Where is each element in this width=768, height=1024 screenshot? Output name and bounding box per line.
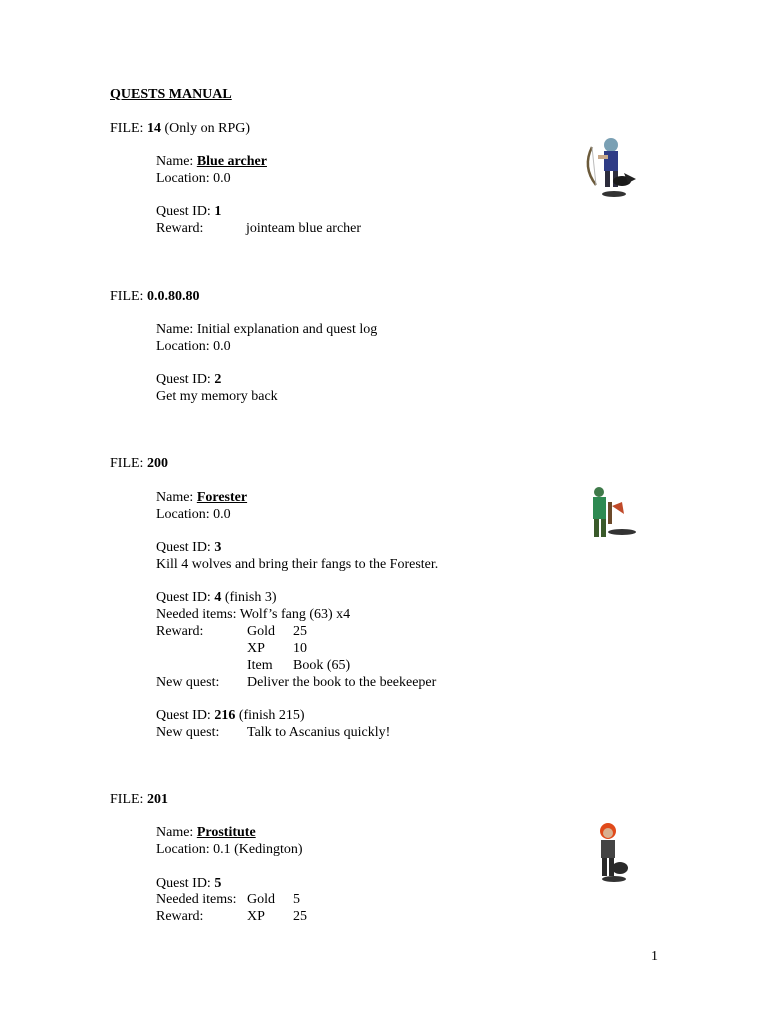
- name-label: Name:: [156, 490, 194, 505]
- file-value: 14: [146, 121, 161, 136]
- reward-key: Gold: [247, 624, 275, 639]
- reward-label: Reward:: [156, 221, 204, 236]
- name-value: Initial explanation and quest log: [196, 322, 378, 337]
- location-line: Location: 0.0: [156, 507, 231, 522]
- prostitute-sprite-icon: [592, 820, 638, 884]
- file-note: (Only on RPG): [164, 121, 251, 136]
- quest-id-line: [156, 540, 221, 556]
- file-0080-line: [110, 289, 199, 305]
- quest-id-value: 3: [214, 540, 222, 555]
- reward-value: Book (65): [293, 658, 351, 673]
- quest-id-label: Quest ID:: [156, 204, 211, 219]
- quest-description: Get my memory back: [156, 389, 278, 404]
- reward-value: 10: [293, 641, 307, 656]
- name-label: Name:: [156, 825, 194, 840]
- name-line: [156, 490, 247, 506]
- quest-id-label: Quest ID:: [156, 372, 211, 387]
- quest-description: Kill 4 wolves and bring their fangs to the Forester.: [156, 557, 439, 572]
- file-value: 200: [146, 456, 168, 471]
- reward-key: XP: [247, 641, 265, 656]
- new-quest-label: New quest:: [156, 675, 220, 690]
- name-line: [156, 154, 267, 170]
- name-label: Name:: [156, 154, 194, 169]
- name-value: Prostitute: [196, 825, 256, 840]
- needed-items-label: Needed items:: [156, 892, 237, 907]
- file-value: 0.0.80.80: [146, 289, 200, 304]
- quest-id-line: [156, 204, 221, 220]
- reward-key: Item: [247, 658, 273, 673]
- needed-items-line: Needed items: Wolf’s fang (63) x4: [156, 607, 351, 622]
- quest-id-value: 216: [214, 708, 236, 723]
- quest-id-label: Quest ID:: [156, 590, 211, 605]
- quest-id-label: Quest ID:: [156, 876, 211, 891]
- quest-id-line: [156, 876, 221, 892]
- file-value: 201: [146, 792, 168, 807]
- new-quest-label: New quest:: [156, 725, 220, 740]
- reward-key: XP: [247, 909, 265, 924]
- name-value: Forester: [196, 490, 248, 505]
- name-label: Name:: [156, 322, 194, 337]
- quest-id-line: [156, 590, 277, 606]
- needed-item-value: 5: [293, 892, 300, 907]
- location-line: Location: 0.0: [156, 171, 231, 186]
- quest-id-value: 2: [214, 372, 222, 387]
- quest-id-label: Quest ID:: [156, 708, 211, 723]
- location-line: Location: 0.0: [156, 339, 231, 354]
- reward-value: 25: [293, 624, 307, 639]
- reward-label: Reward:: [156, 909, 204, 924]
- needed-item-key: Gold: [247, 892, 275, 907]
- quest-id-note: (finish 215): [238, 708, 305, 723]
- quest-id-line: [156, 708, 305, 724]
- quest-id-note: (finish 3): [224, 590, 277, 605]
- new-quest-value: Deliver the book to the beekeeper: [247, 675, 437, 690]
- name-value: Blue archer: [196, 154, 267, 169]
- reward-label: Reward:: [156, 624, 204, 639]
- file-14-line: [110, 121, 250, 137]
- name-line: [156, 825, 256, 841]
- forester-sprite-icon: [586, 484, 642, 546]
- reward-value: jointeam blue archer: [246, 221, 362, 236]
- quest-id-line: [156, 372, 221, 388]
- blue-archer-sprite-icon: [578, 133, 640, 201]
- location-line: Location: 0.1 (Kedington): [156, 842, 303, 857]
- quest-id-label: Quest ID:: [156, 540, 211, 555]
- quest-id-value: 5: [214, 876, 222, 891]
- file-label: FILE:: [110, 121, 144, 136]
- reward-value: 25: [293, 909, 307, 924]
- file-label: FILE:: [110, 456, 144, 471]
- file-201-line: [110, 792, 168, 808]
- file-label: FILE:: [110, 792, 144, 807]
- quest-id-value: 1: [214, 204, 222, 219]
- page-title: QUESTS MANUAL: [110, 87, 232, 102]
- new-quest-value: Talk to Ascanius quickly!: [247, 725, 391, 740]
- file-label: FILE:: [110, 289, 144, 304]
- quest-id-value: 4: [214, 590, 222, 605]
- page-number: 1: [651, 949, 658, 964]
- file-200-line: [110, 456, 168, 472]
- name-line: [156, 322, 377, 338]
